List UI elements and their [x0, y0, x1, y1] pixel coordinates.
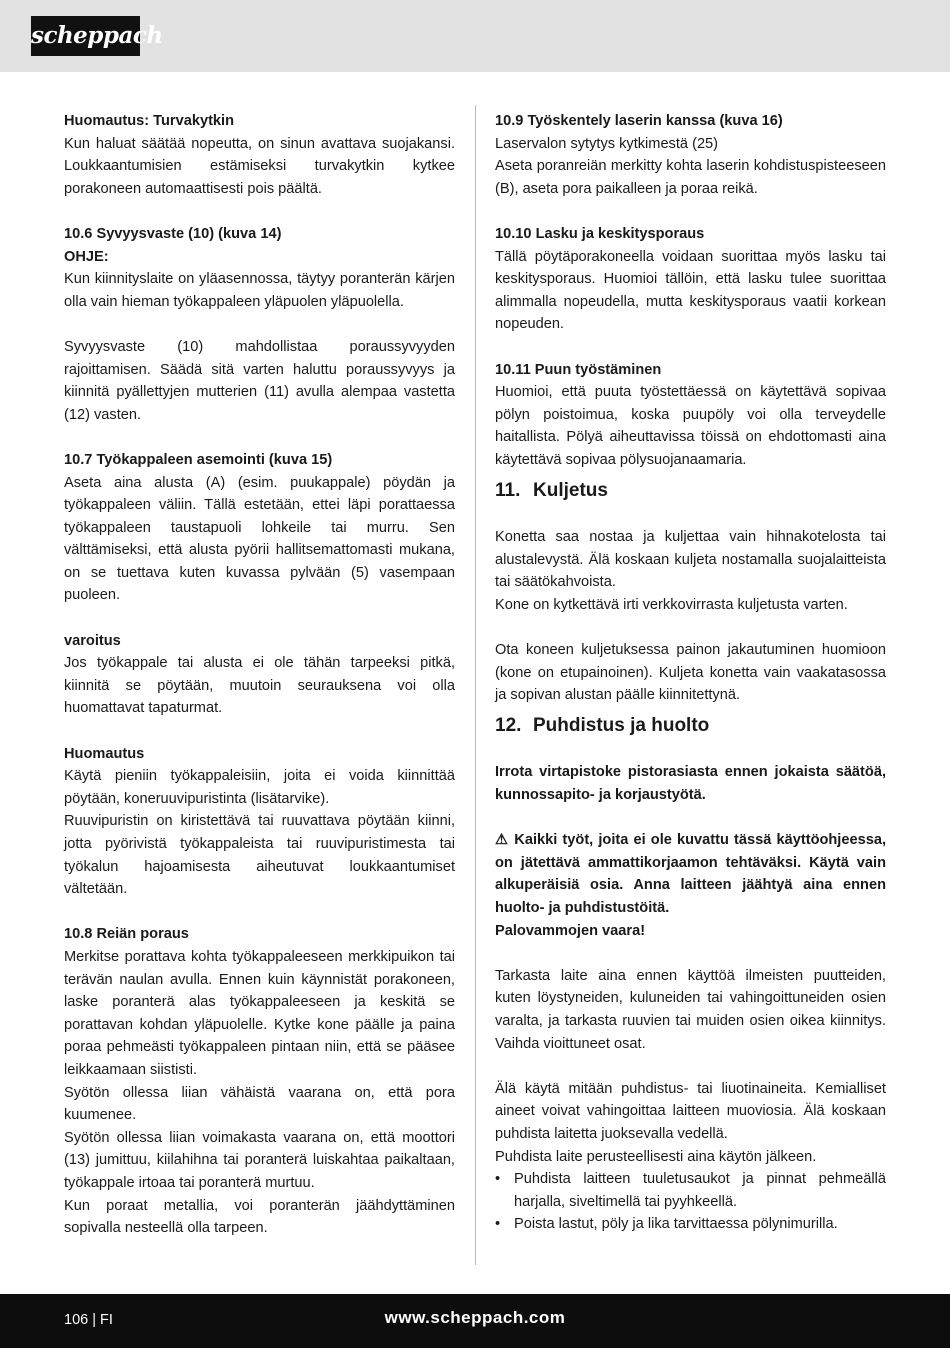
website-url: www.scheppach.com	[384, 1308, 566, 1327]
column-divider	[475, 105, 476, 1265]
section-heading: 10.10 Lasku ja keskitysporaus	[495, 225, 705, 242]
paragraph: Älä käytä mitään puhdistus- tai liuotinaineita. Kemialliset aineet voivat vahingoittaa laitteen muoviosia. Älä koskaan puhdista laitetta juoksevalla vedellä.	[495, 1080, 886, 1142]
list-item: • Puhdista laitteen tuuletusaukot ja pinnat pehmeällä harjalla, siveltimellä tai pyyhkeellä.	[495, 1168, 886, 1213]
spacer	[64, 720, 455, 743]
spacer	[64, 901, 455, 924]
spacer	[495, 739, 886, 762]
spacer	[495, 504, 886, 527]
paragraph: Merkitse porattava kohta työkappaleeseen merkkipuikon tai terävän naulan avulla. Ennen kuin käynnistät porakoneen, laske poranterä alas työkappaleeseen ja keskitä se porattavan kohdan yläpuolelle. Kytke kone päälle ja paina poraa pehmeästi työkappaleen pintaan niin, että se pääsee leikkaamaan siististi.	[64, 948, 455, 1078]
right-column	[495, 110, 886, 1236]
section-heading: 10.11 Puun työstäminen	[495, 361, 662, 378]
paragraph: Syötön ollessa liian voimakasta vaarana on, että moottori (13) jumittuu, kiilahihna tai poranterä luiskahtaa paikaltaan, työkappale irtoaa tai poranterä murtuu.	[64, 1129, 455, 1191]
paragraph: Kun kiinnityslaite on yläasennossa, täytyy poranterän kärjen olla vain hieman työkappaleen yläpuolen yläpuolella.	[64, 271, 455, 310]
chapter-heading	[495, 478, 886, 504]
brand-logo: scheppach	[31, 16, 140, 56]
section-heading: 10.8 Reiän poraus	[64, 926, 189, 943]
paragraph: Jos työkappale tai alusta ei ole tähän tarpeeksi pitkä, kiinnitä se pöytään, muutoin seurauksena voi olla huomattavat tapaturmat.	[64, 655, 455, 717]
list-item: • Poista lastut, pöly ja lika tarvittaessa pölynimurilla.	[495, 1213, 886, 1236]
paragraph: Konetta saa nostaa ja kuljettaa vain hihnakotelosta tai alustalevystä. Älä koskaan kuljeta nostamalla suojalaitteista tai säätökahvoista.	[495, 529, 886, 591]
spacer	[495, 336, 886, 359]
spacer	[64, 200, 455, 223]
paragraph: Kone on kytkettävä irti verkkovirrasta kuljetusta varten.	[495, 596, 848, 613]
chapter-title: Puhdistus ja huolto	[533, 714, 710, 736]
footer-bar	[0, 1294, 950, 1348]
section-heading: 10.6 Syvyysvaste (10) (kuva 14)	[64, 225, 282, 242]
section-heading: OHJE:	[64, 248, 109, 265]
chapter-number: 11.	[495, 479, 521, 501]
section-heading: Palovammojen vaara!	[495, 922, 646, 939]
spacer	[495, 616, 886, 639]
spacer	[64, 313, 455, 336]
spacer	[64, 607, 455, 630]
paragraph: Tarkasta laite aina ennen käyttöä ilmeisten puutteiden, kuten löystyneiden, kuluneiden tai vahingoittuneiden osien varalta, ja tarkasta ruuvien tai muiden osien oikea kiinnitys. Vaihda vioittuneet osat.	[495, 967, 886, 1052]
spacer	[495, 1055, 886, 1078]
spacer	[64, 426, 455, 449]
paragraph: Syvyysvaste (10) mahdollistaa poraussyvyyden rajoittamisen. Säädä sitä varten haluttu poraussyvyys ja kiinnitä pyällettyjen mutterien (11) avulla alempaa vastetta (12) vasten.	[64, 338, 455, 423]
paragraph: Ota koneen kuljetuksessa painon jakautuminen huomioon (kone on etupainoinen). Kuljeta konetta vain vaakatasossa ja sopivan alustan päälle kiinnitettynä.	[495, 642, 886, 704]
section-heading: Huomautus: Turvakytkin	[64, 113, 235, 129]
paragraph: Puhdista laite perusteellisesti aina käytön jälkeen.	[495, 1148, 817, 1165]
paragraph: Kun poraat metallia, voi poranterän jäähdyttäminen sopivalla nesteellä olla tarpeen.	[64, 1197, 455, 1237]
header-bar	[0, 0, 950, 72]
paragraph: Syötön ollessa liian vähäistä vaarana on, että pora kuumenee.	[64, 1084, 455, 1124]
section-heading: 10.9 Työskentely laserin kanssa (kuva 16)	[495, 113, 783, 129]
warning-text: Kaikki työt, joita ei ole kuvattu tässä käyttöohjeessa, on jätettävä ammattikorjaamon tehtäväksi. Käytä vain alkuperäisiä osia. Anna laitteen jäähtyä aina ennen huolto- ja puhdistustöitä.	[495, 832, 886, 916]
paragraph: Tällä pöytäporakoneella voidaan suorittaa myös lasku tai keskitysporaus. Huomioi tällöin, että lasku tulee suorittaa alimmalla nopeudella, mutta keskitysporaus vaatii korkean nopeuden.	[495, 248, 886, 333]
chapter-number: 12.	[495, 714, 522, 736]
page-number: 106 | FI	[64, 1312, 113, 1328]
spacer	[495, 807, 886, 830]
bullet-list	[495, 1168, 886, 1236]
paragraph: Huomioi, että puuta työstettäessä on käytettävä sopivaa pölyn poistoimua, koska puupöly voi olla terveydelle haitallista. Pölyä aiheuttavissa töissä on ehdottomasti aina käytettävä sopivaa pölysuojanaamaria.	[495, 384, 886, 468]
warning-paragraph	[495, 829, 886, 919]
warning-triangle-icon: ⚠	[495, 832, 515, 849]
spacer	[495, 200, 886, 223]
paragraph: Kun haluat säätää nopeutta, on sinun avattava suojakansi. Loukkaantumisien estämiseksi turvakytkin kytkee porakoneen automaattisesti pois päältä.	[64, 135, 455, 197]
section-heading: Huomautus	[64, 745, 145, 762]
paragraph: Aseta aina alusta (A) (esim. puukappale) pöydän ja työkappaleen väliin. Tällä estetään, ettei läpi porattaessa työkappaleen taustapuoli lohkeile tai murru. Sen välttämiseksi, että alusta pyörii hallitsemattomasti mukana, on se tuettava kuten kuvassa pylvään (5) vasempaan puoleen.	[64, 474, 455, 604]
section-heading: Irrota virtapistoke pistorasiasta ennen jokaista säätöä, kunnossapito- ja korjaustyötä.	[495, 764, 886, 804]
spacer	[495, 942, 886, 965]
chapter-title: Kuljetus	[533, 479, 608, 501]
left-column	[64, 110, 455, 1240]
section-heading: varoitus	[64, 632, 121, 649]
paragraph: Ruuvipuristin on kiristettävä tai ruuvattava pöytään kiinni, jotta pyörivistä työkappaleista tai ruuvipuristimesta tai työkalun hajoamisesta aiheutuvat loukkaantumiset vältetään.	[64, 813, 455, 898]
paragraph: Käytä pieniin työkappaleisiin, joita ei voida kiinnittää pöytään, koneruuvipuristinta (lisätarvike).	[64, 768, 455, 807]
chapter-heading	[495, 713, 886, 739]
section-heading: 10.7 Työkappaleen asemointi (kuva 15)	[64, 451, 333, 468]
paragraph: Aseta poranreiän merkitty kohta laserin kohdistuspisteeseen (B), aseta pora paikalleen ja poraa reikä.	[495, 158, 886, 197]
paragraph: Laservalon sytytys kytkimestä (25)	[495, 135, 719, 152]
